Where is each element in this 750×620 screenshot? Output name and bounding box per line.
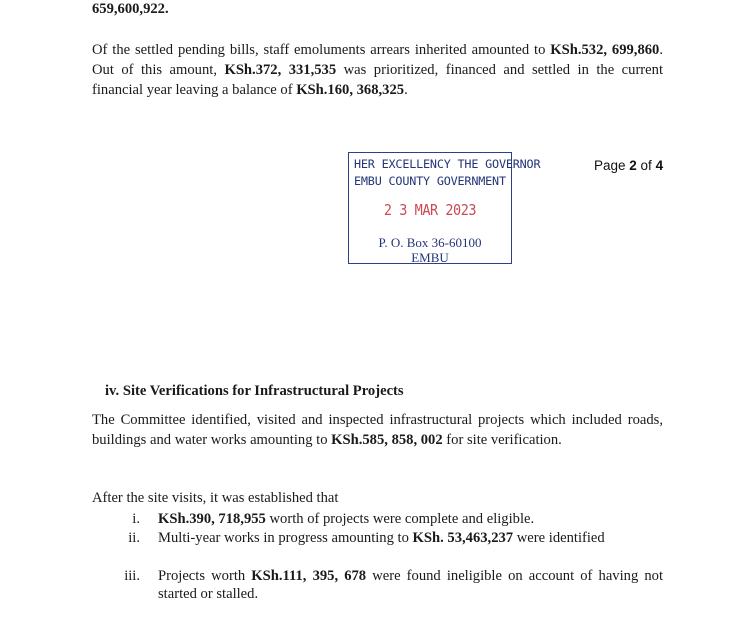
stamp-date: 2 3 MAR 2023 [383,201,477,219]
stamp-address [349,235,511,265]
list-item [118,567,663,603]
list-item [118,510,663,528]
list-item-text: Projects worth KSh.111, 395, 678 were found ineligible on account of having not started or stalled. [158,568,663,602]
list-item-text: KSh.390, 718,955 worth of projects were complete and eligible. [158,511,535,527]
stamp-line-2: EMBU COUNTY GOVERNMENT [354,174,506,188]
list-item-text: Multi-year works in progress amounting to KSh. 53,463,237 were identified [158,530,605,546]
list-item-number: ii. [128,530,140,546]
section-heading: iv. Site Verifications for Infrastructural Projects [105,383,404,399]
stamp-town: EMBU [411,250,449,265]
top-fragment: 659,600,922. [92,1,169,17]
page-number: Page 2 of 4 [594,158,664,173]
list-intro: After the site visits, it was established that [92,490,339,506]
stamp-line-1: HER EXCELLENCY THE GOVERNOR [354,157,541,171]
list-item-number: iii. [124,568,140,584]
governor-stamp [348,152,541,265]
list-item-number: i. [132,511,140,527]
paragraph-emoluments: Of the settled pending bills, staff emoluments arrears inherited amounted to KSh.532, 699,860. Out of this amount, KSh.372, 331,535 was prioritized, financed and settled in the current financial year leaving a balance of KSh.160, 368,325. [92,42,663,98]
paragraph-site-verification: The Committee identified, visited and inspected infrastructural projects which included roads, buildings and water works amounting to KSh.585, 858, 002 for site verification. [92,412,663,448]
stamp-po-box: P. O. Box 36-60100 [378,235,482,250]
list-item [118,529,663,565]
